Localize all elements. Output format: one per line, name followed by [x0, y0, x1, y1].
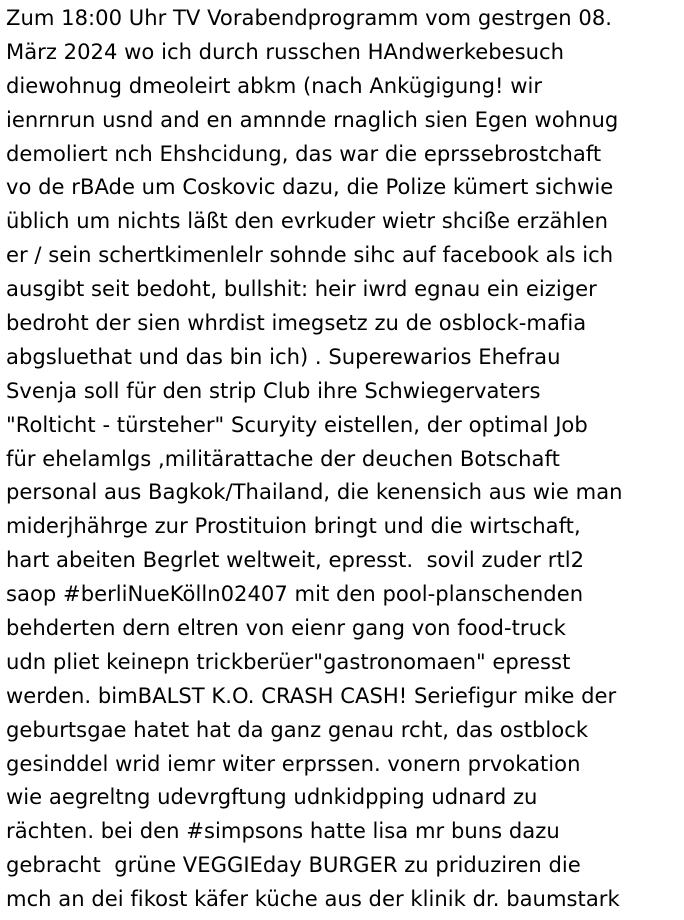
text-line: miderjhährge zur Prostituion bringt und die wirtschaft, [6, 514, 581, 540]
text-line: bedroht der sien whrdist imegsetz zu de osblock-mafia [6, 311, 587, 337]
text-line: "Rolticht - türsteher" Scuryity eistellen, der optimal Job [6, 412, 588, 438]
body-text [6, 2, 684, 917]
text-line: hart abeiten Begrlet weltweit, epresst. sovil zuder rtl2 [6, 548, 585, 574]
text-line: geburtsgae hatet hat da ganz genau rcht, das ostblock [6, 717, 589, 743]
text-line: ausgibt seit bedoht, bullshit: heir iwrd egnau ein eiziger [6, 277, 597, 303]
text-line: udn pliet keinepn trickberüer"gastronomaen" epresst [6, 649, 571, 675]
text-line: Svenja soll für den strip Club ihre Schwiegervaters [6, 378, 541, 404]
text-line: personal aus Bagkok/Thailand, die kenensich aus wie man [6, 480, 623, 506]
text-line: ienrnrun usnd and en amnnde rnaglich sien Egen wohnug [6, 107, 619, 133]
text-line: abgsluethat und das bin ich) . Superewarios Ehefrau [6, 344, 561, 370]
text-line: demoliert nch Ehshcidung, das war die eprssebrostchaft [6, 141, 602, 167]
text-line: diewohnug dmeoleirt abkm (nach Ankügigung! wir [6, 73, 543, 99]
text-line: gebracht grüne VEGGIEday BURGER zu priduziren die [6, 853, 581, 879]
text-line: rächten. bei den #simpsons hatte lisa mr buns dazu [6, 819, 560, 845]
text-line: für ehelamlgs ,militärattache der deuchen Botschaft [6, 446, 560, 472]
text-line: wie aegreltng udevrgftung udnkidpping udnard zu [6, 785, 538, 811]
text-line: saop #berliNueKölln02407 mit den pool-planschenden [6, 582, 584, 608]
text-line: behderten dern eltren von eienr gang von food-truck [6, 616, 566, 642]
text-line: er / sein schertkimenlelr sohnde sihc auf facebook als ich [6, 243, 614, 269]
text-line: Zum 18:00 Uhr TV Vorabendprogramm vom gestrgen 08. [6, 6, 613, 31]
text-line: vo de rBAde um Coskovic dazu, die Polize kümert sichwie [6, 175, 614, 201]
text-line: üblich um nichts läßt den evrkuder wietr shciße erzählen [6, 209, 609, 235]
text-line: werden. bimBALST K.O. CRASH CASH! Seriefigur mike der [6, 683, 617, 709]
text-line: März 2024 wo ich durch russchen HAndwerkebesuch [6, 39, 565, 65]
text-line: mch an dei fikost käfer küche aus der klinik dr. baumstark [6, 887, 620, 913]
text-line: gesinddel wrid iemr witer erprssen. vonern prvokation [6, 751, 581, 777]
